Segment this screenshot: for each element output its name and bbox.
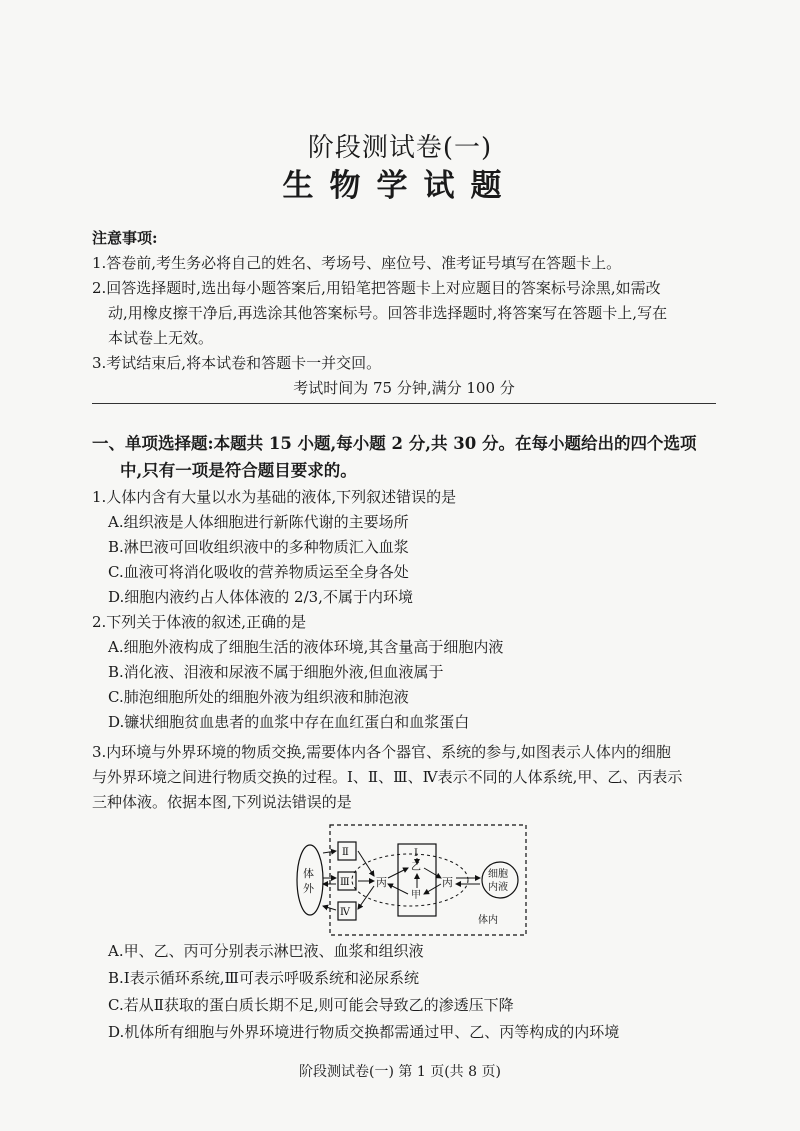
q3-stem-line-3: 三种体液。依据本图,下列说法错误的是 (92, 793, 352, 811)
notice-item-3: 3.考试结束后,将本试卷和答题卡一并交回。 (92, 354, 382, 372)
system-4-label: Ⅳ (340, 907, 350, 918)
system-1-label: Ⅰ (414, 848, 418, 859)
q2-option-c: C.肺泡细胞所处的细胞外液为组织液和肺泡液 (108, 688, 409, 706)
system-2-label: Ⅱ (342, 847, 349, 858)
q1-option-a: A.组织液是人体细胞进行新陈代谢的主要场所 (108, 513, 409, 531)
yi-label: 乙 (411, 862, 421, 873)
bing-right-label: 丙 (442, 876, 453, 889)
section-1-heading-line-1: 一、单项选择题:本题共 15 小题,每小题 2 分,共 30 分。在每小题给出的四个选项 (92, 434, 697, 453)
q1-option-c: C.血液可将消化吸收的营养物质运至全身各处 (108, 563, 409, 581)
q2-stem: 2.下列关于体液的叙述,正确的是 (92, 613, 307, 631)
q3-stem-line-2: 与外界环境之间进行物质交换的过程。Ⅰ、Ⅱ、Ⅲ、Ⅳ表示不同的人体系统,甲、乙、丙表示 (92, 768, 683, 786)
body-exchange-diagram (290, 820, 530, 940)
notice-item-1: 1.答卷前,考生务必将自己的姓名、考场号、座位号、准考证号填写在答题卡上。 (92, 254, 622, 272)
q2-option-a: A.细胞外液构成了细胞生活的液体环境,其含量高于细胞内液 (108, 638, 504, 656)
bing-left-label: 丙 (376, 876, 387, 889)
inside-label: 体内 (478, 915, 498, 926)
q1-stem: 1.人体内含有大量以水为基础的液体,下列叙述错误的是 (92, 488, 457, 506)
outside-label-1: 体 (303, 867, 314, 880)
q3-stem-line-1: 3.内环境与外界环境的物质交换,需要体内各个器官、系统的参与,如图表示人体内的细胞 (92, 743, 671, 761)
section-1-heading-line-2: 中,只有一项是符合题目要求的。 (120, 461, 357, 480)
jia-label: 甲 (411, 890, 421, 901)
q2-option-d: D.镰状细胞贫血患者的血浆中存在血红蛋白和血浆蛋白 (108, 713, 470, 731)
exam-title: 生物学试题 (282, 168, 518, 204)
notice-heading: 注意事项: (92, 229, 158, 247)
cell-label-2: 内液 (488, 882, 508, 893)
q2-option-b: B.消化液、泪液和尿液不属于细胞外液,但血液属于 (108, 663, 444, 681)
notice-item-2-line-1: 2.回答选择题时,选出每小题答案后,用铅笔把答题卡上对应题目的答案标号涂黑,如需改 (92, 279, 661, 297)
q3-option-a: A.甲、乙、丙可分别表示淋巴液、血浆和组织液 (108, 942, 424, 960)
exam-subtitle: 阶段测试卷(一) (307, 133, 493, 163)
notice-item-2-line-2: 动,用橡皮擦干净后,再选涂其他答案标号。回答非选择题时,将答案写在答题卡上,写在 (108, 304, 668, 322)
time-note: 考试时间为 75 分钟,满分 100 分 (293, 379, 515, 397)
cell-label-1: 细胞 (488, 869, 508, 880)
q1-option-d: D.细胞内液约占人体体液的 2/3,不属于内环境 (108, 588, 413, 606)
page-footer: 阶段测试卷(一) 第 1 页(共 8 页) (299, 1064, 501, 1080)
system-3-label: Ⅲ (340, 877, 350, 888)
q3-option-d: D.机体所有细胞与外界环境进行物质交换都需通过甲、乙、丙等构成的内环境 (108, 1023, 620, 1041)
q3-option-c: C.若从Ⅱ获取的蛋白质长期不足,则可能会导致乙的渗透压下降 (108, 996, 514, 1014)
q1-option-b: B.淋巴液可回收组织液中的多种物质汇入血浆 (108, 538, 409, 556)
divider (92, 403, 716, 404)
q3-option-b: B.Ⅰ表示循环系统,Ⅲ可表示呼吸系统和泌尿系统 (108, 969, 419, 987)
notice-item-2-line-3: 本试卷上无效。 (108, 329, 214, 347)
outside-ellipse (297, 845, 323, 915)
outside-label-2: 外 (303, 882, 314, 895)
